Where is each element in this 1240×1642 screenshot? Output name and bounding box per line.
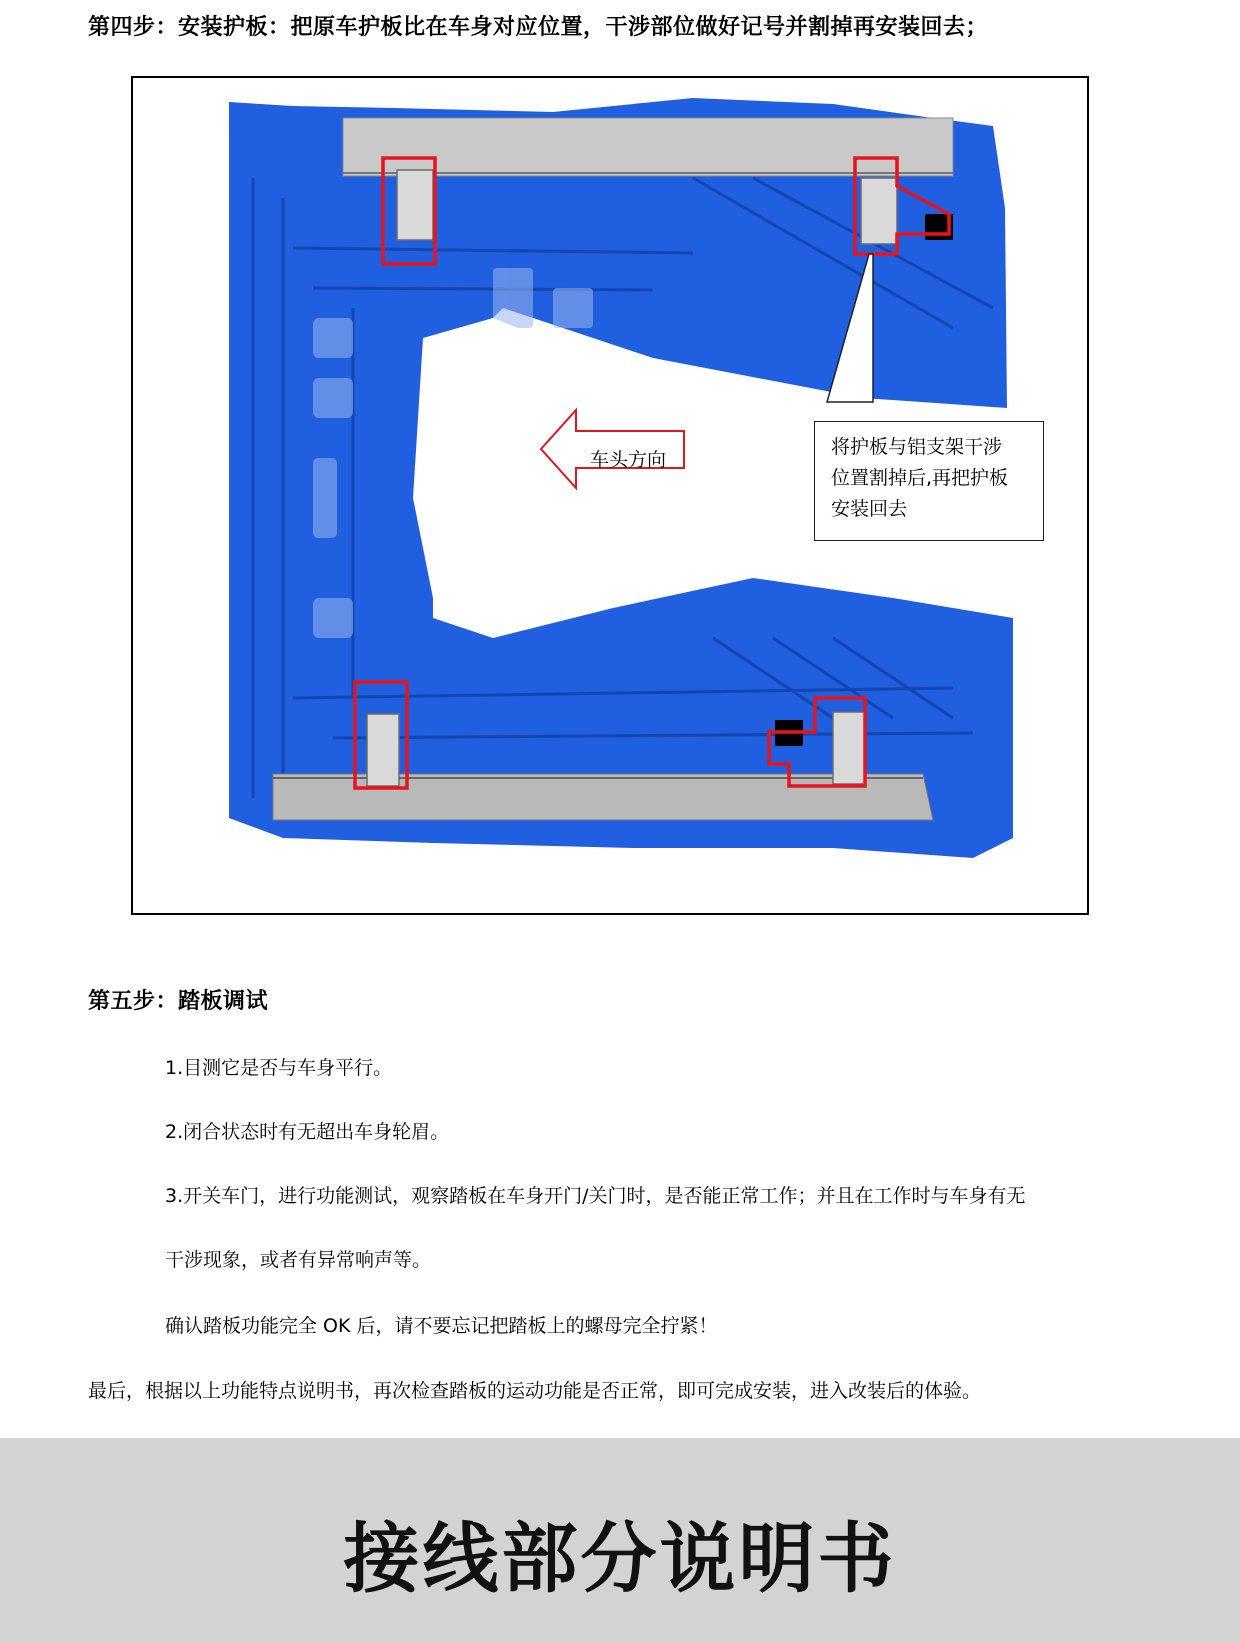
callout-line: 位置割掉后,再把护板 bbox=[831, 467, 1009, 489]
direction-label: 车头方向 bbox=[590, 449, 667, 471]
callout-line: 安装回去 bbox=[831, 498, 908, 520]
installation-diagram bbox=[131, 76, 1089, 915]
section-title: 接线部分说明书 bbox=[343, 1514, 897, 1603]
footer-band bbox=[0, 1438, 1240, 1642]
final-note: 最后，根据以上功能特点说明书，再次检查踏板的运动功能是否正常，即可完成安装，进入改装后的体验。 bbox=[88, 1380, 982, 1402]
callout-line: 将护板与铝支架干涉 bbox=[831, 436, 1003, 458]
step5-item: 3.开关车门，进行功能测试，观察踏板在车身开门/关门时，是否能正常工作；并且在工作时与车身有无 bbox=[165, 1185, 1026, 1207]
step4-title: 第四步：安装护板：把原车护板比在车身对应位置，干涉部位做好记号并割掉再安装回去； bbox=[88, 15, 989, 40]
step5-item: 2.闭合状态时有无超出车身轮眉。 bbox=[165, 1121, 450, 1143]
step5-item: 确认踏板功能完全 OK 后，请不要忘记把踏板上的螺母完全拧紧！ bbox=[165, 1315, 718, 1337]
step5-item: 1.目测它是否与车身平行。 bbox=[165, 1057, 393, 1079]
step5-item: 干涉现象，或者有异常响声等。 bbox=[165, 1249, 432, 1271]
step5-title: 第五步：踏板调试 bbox=[88, 989, 269, 1014]
callout-note bbox=[814, 421, 1044, 541]
